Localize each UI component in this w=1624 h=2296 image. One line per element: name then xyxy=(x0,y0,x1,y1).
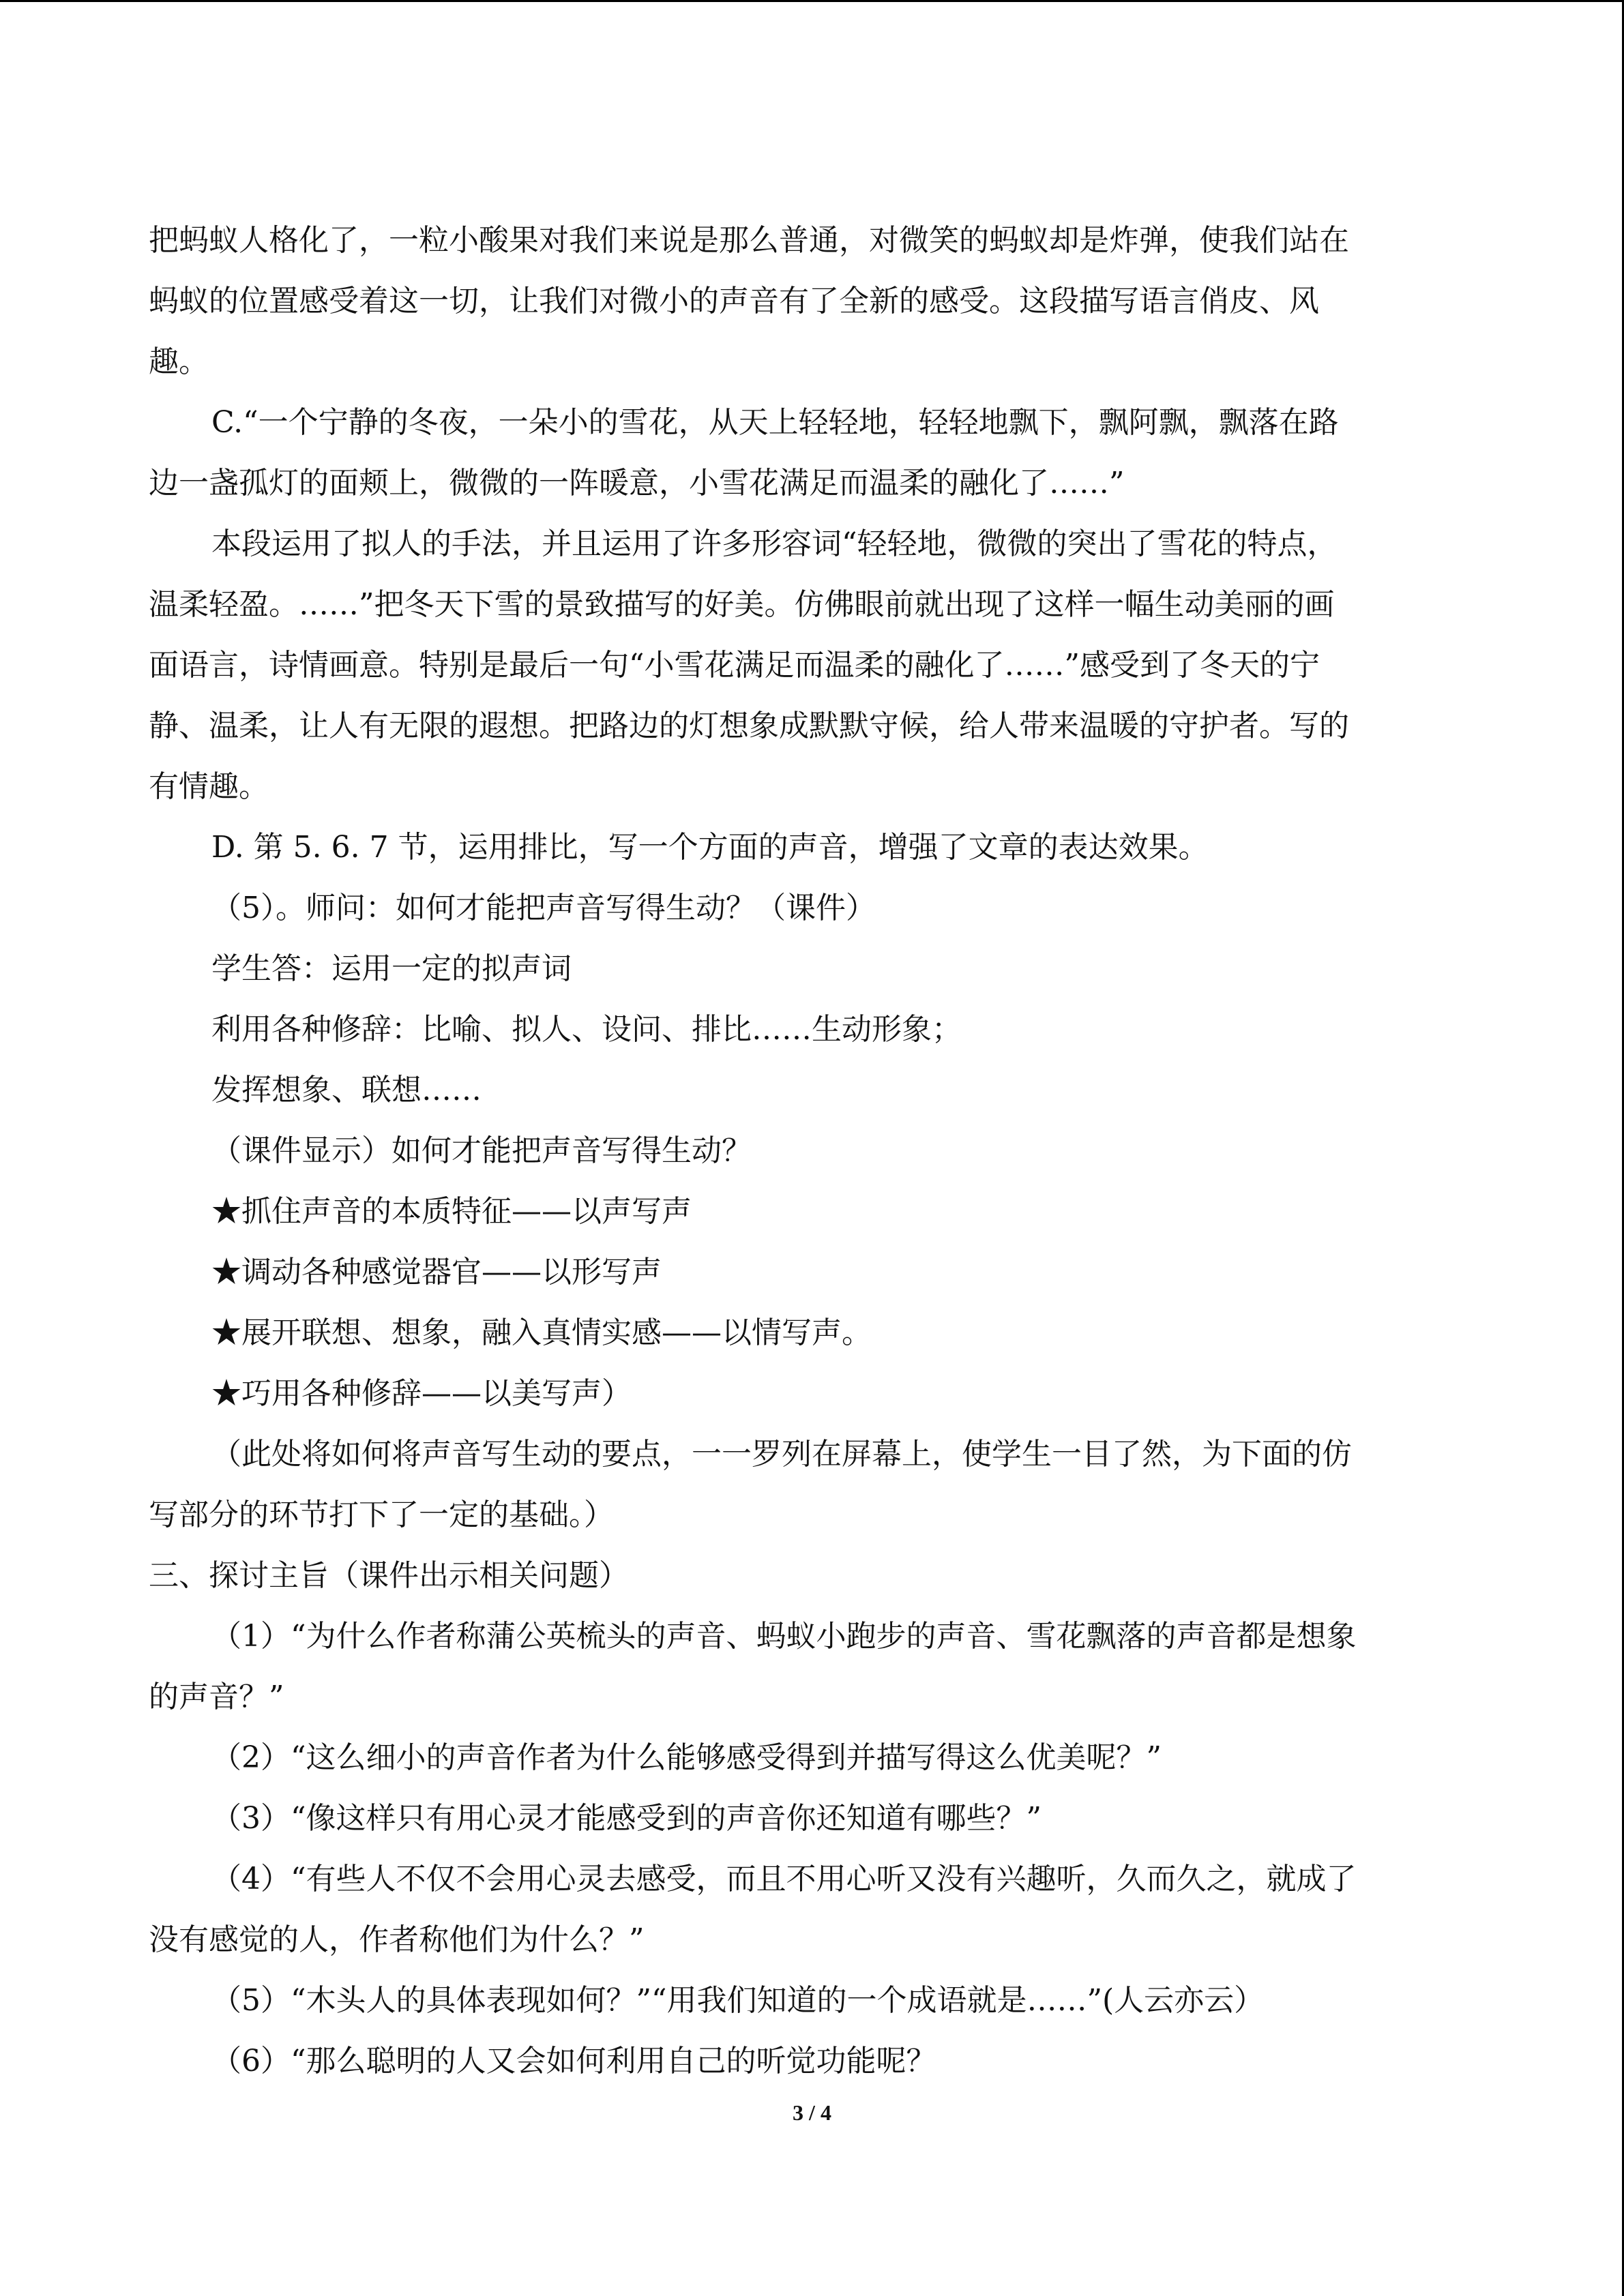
text-line: 写部分的环节打下了一定的基础。） xyxy=(149,1497,614,1532)
text-line: ★调动各种感觉器官——以形写声 xyxy=(211,1255,662,1289)
text-line: C.“一个宁静的冬夜，一朵小的雪花，从天上轻轻地，轻轻地飘下，飘阿飘，飘落在路 xyxy=(211,405,1339,440)
text-line: 本段运用了拟人的手法，并且运用了许多形容词“轻轻地，微微的突出了雪花的特点， xyxy=(211,526,1338,561)
text-line: （2）“这么细小的声音作者为什么能够感受得到并描写得这么优美呢？” xyxy=(211,1740,1162,1775)
text-line: 静、温柔，让人有无限的遐想。把路边的灯想象成默默守候，给人带来温暖的守护者。写的 xyxy=(149,709,1349,743)
page-top-border xyxy=(0,0,1624,2)
text-line: 把蚂蚁人格化了，一粒小酸果对我们来说是那么普通，对微笑的蚂蚁却是炸弹，使我们站在 xyxy=(149,223,1349,258)
text-line: ★展开联想、想象，融入真情实感——以情写声。 xyxy=(211,1315,872,1350)
text-line: 蚂蚁的位置感受着这一切，让我们对微小的声音有了全新的感受。这段描写语言俏皮、风 xyxy=(149,284,1319,318)
text-line: 没有感觉的人，作者称他们为什么？” xyxy=(149,1922,645,1957)
text-line: 三、探讨主旨（课件出示相关问题） xyxy=(149,1558,629,1593)
text-line: （5）。师问：如何才能把声音写得生动？（课件） xyxy=(211,891,876,925)
text-line: 边一盏孤灯的面颊上，微微的一阵暖意，小雪花满足而温柔的融化了……” xyxy=(149,466,1125,501)
text-line: （5）“木头人的具体表现如何？”“用我们知道的一个成语就是……”(人云亦云） xyxy=(211,1983,1265,2018)
text-line: ★抓住声音的本质特征——以声写声 xyxy=(211,1194,692,1229)
document-body xyxy=(149,210,1475,2091)
text-line: 有情趣。 xyxy=(149,769,269,804)
text-line: 面语言，诗情画意。特别是最后一句“小雪花满足而温柔的融化了……”感受到了冬天的宁 xyxy=(149,648,1320,683)
text-line: （6）“那么聪明的人又会如何利用自己的听觉功能呢？ xyxy=(211,2044,936,2078)
text-line: 温柔轻盈。……”把冬天下雪的景致描写的好美。仿佛眼前就出现了这样一幅生动美丽的画 xyxy=(149,587,1335,622)
text-line: ★巧用各种修辞——以美写声） xyxy=(211,1376,632,1411)
text-line: 发挥想象、联想…… xyxy=(211,1073,482,1107)
text-line: D. 第 5. 6. 7 节，运用排比，写一个方面的声音，增强了文章的表达效果。 xyxy=(211,830,1209,865)
text-line: （此处将如何将声音写生动的要点，一一罗列在屏幕上，使学生一目了然，为下面的仿 xyxy=(211,1437,1352,1472)
page-number: 3 / 4 xyxy=(793,2100,831,2125)
text-line: （课件显示）如何才能把声音写得生动？ xyxy=(211,1133,752,1168)
text-line: 学生答：运用一定的拟声词 xyxy=(211,951,572,986)
text-line: （1）“为什么作者称蒲公英梳头的声音、蚂蚁小跑步的声音、雪花飘落的声音都是想象 xyxy=(211,1619,1357,1654)
text-line: 的声音？” xyxy=(149,1680,284,1714)
text-line: （4）“有些人不仅不会用心灵去感受，而且不用心听又没有兴趣听，久而久之，就成了 xyxy=(211,1862,1357,1896)
text-line: （3）“像这样只有用心灵才能感受到的声音你还知道有哪些？” xyxy=(211,1801,1042,1836)
text-line: 趣。 xyxy=(149,344,209,379)
text-line: 利用各种修辞：比喻、拟人、设问、排比……生动形象； xyxy=(211,1012,962,1047)
